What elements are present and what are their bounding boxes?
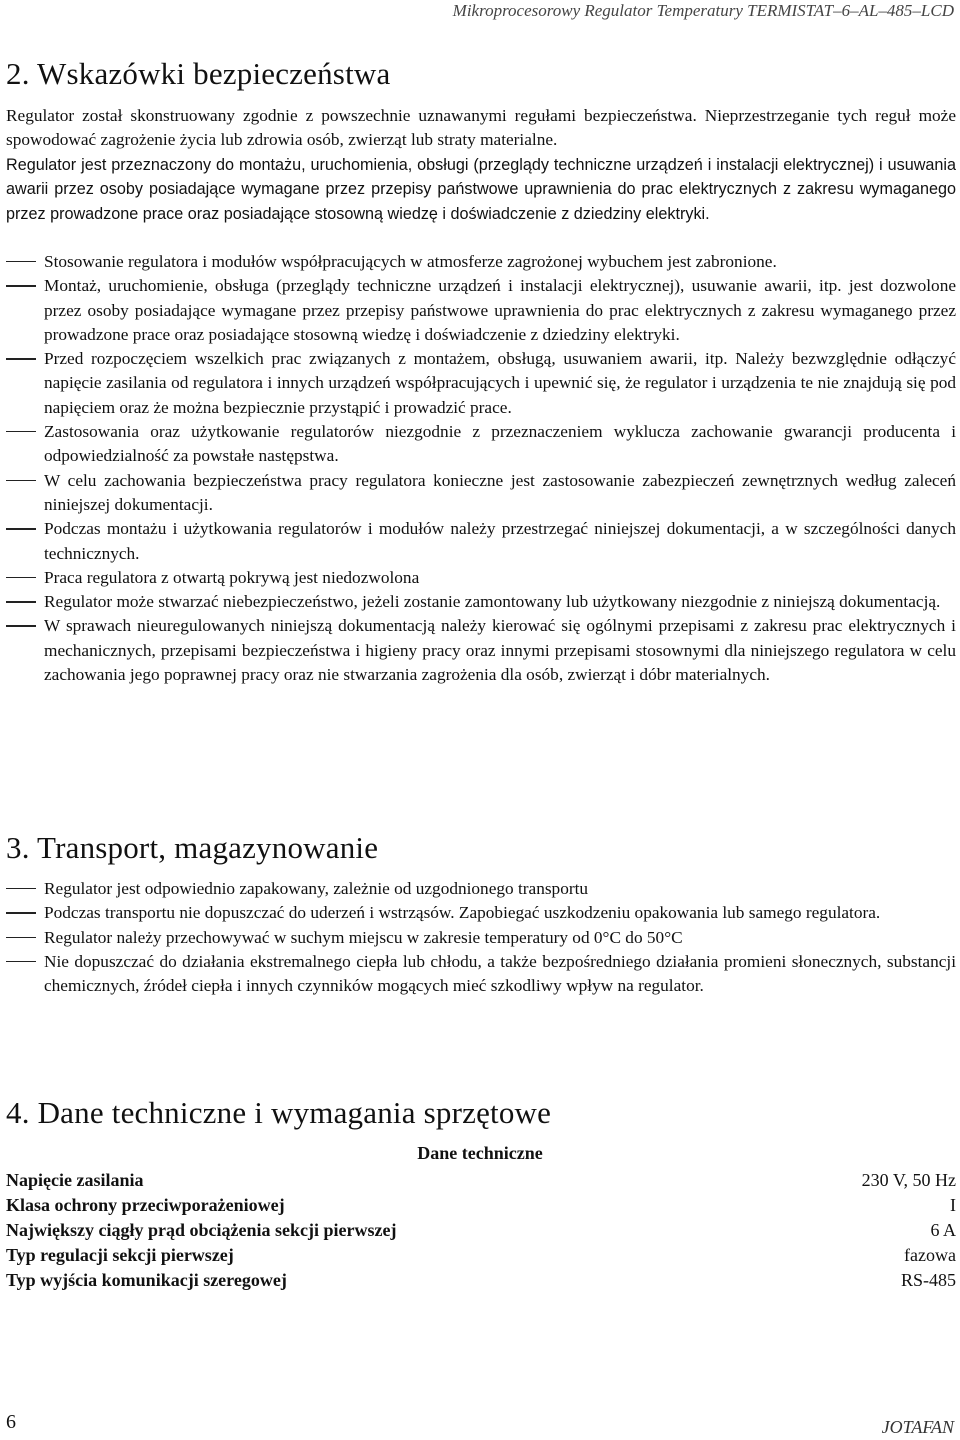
- footer-brand: JOTAFAN: [881, 1417, 954, 1437]
- list-item-text: Regulator należy przechowywać w suchym miejscu w zakresie temperatury od 0°C do 50°C: [44, 927, 683, 947]
- dash-bullet: [6, 431, 36, 432]
- dash-bullet: [6, 937, 36, 938]
- page-number: 6: [6, 1411, 16, 1433]
- dash-bullet: [6, 480, 36, 481]
- list-item-text: Praca regulatora z otwartą pokrywą jest niedozwolona: [44, 567, 420, 587]
- row-value: fazowa: [904, 1245, 956, 1265]
- list-item: [6, 950, 956, 999]
- list-item: [6, 901, 956, 925]
- dash-bullet: [6, 285, 36, 286]
- list-item: [6, 250, 956, 274]
- list-item: [6, 566, 956, 590]
- section-2-intro-2: Regulator jest przeznaczony do montażu, uruchomienia, obsługi (przeglądy techniczne urządzeń i instalacji elektrycznej) i usuwania awarii przez osoby posiadające wymagane przez przepisy państwowe uprawnienia do prac elektrycznych z zakresu wymaganego przez prowadzone prace oraz posiadające stosowną wiedzę i doświadczenie z dziedziny elektryki.: [6, 156, 956, 223]
- dash-bullet: [6, 961, 36, 962]
- table-row: [6, 1268, 956, 1293]
- list-item: [6, 877, 956, 901]
- list-item: [6, 274, 956, 347]
- dash-bullet: [6, 601, 36, 602]
- section-2-heading: 2. Wskazówki bezpieczeństwa: [6, 56, 391, 91]
- list-item-text: W sprawach nieuregulowanych niniejszą dokumentacją należy kierować się ogólnymi przepisami z zakresu prac elektrycznych i mechanicznych, przepisami bezpieczeństwa i higieny pracy oraz innymi przepisami stosownymi dla niniejszego regulatora w celu zachowania jego poprawnej pracy oraz nie stwarzania zagrożenia dla osób, zwierząt i dóbr materialnych.: [44, 616, 956, 685]
- row-label: Największy ciągły prąd obciążenia sekcji pierwszej: [6, 1220, 397, 1240]
- dash-bullet: [6, 528, 36, 529]
- list-item-text: Podczas transportu nie dopuszczać do uderzeń i wstrząsów. Zapobiegać uszkodzeniu opakowania lub samego regulatora.: [44, 903, 881, 923]
- running-header: Mikroprocesorowy Regulator Temperatury TERMISTAT–6–AL–485–LCD: [452, 1, 954, 20]
- dash-bullet: [6, 625, 36, 626]
- list-item: [6, 614, 956, 687]
- row-value: RS-485: [900, 1270, 956, 1290]
- safety-list: [6, 250, 956, 687]
- list-item-text: Przed rozpoczęciem wszelkich prac związanych z montażem, obsługą, usuwaniem awarii, itp. Należy bezwzględnie odłączyć napięcie zasilania od regulatora i innych urządzeń współpracujących i upewnić się, że regulator i urządzenia te nie znajdują się pod napięciem oraz że można bezpiecznie przystąpić i prowadzić prace.: [44, 349, 956, 417]
- row-label: Typ regulacji sekcji pierwszej: [6, 1245, 234, 1265]
- table-title: Dane techniczne: [417, 1143, 543, 1163]
- dash-bullet: [6, 888, 36, 889]
- list-item-text: Montaż, uruchomienie, obsługa (przeglądy techniczne urządzeń i instalacji elektrycznej), usuwanie awarii, itp. jest dozwolone przez osoby posiadające wymagane przez przepisy państwowe uprawnienia do prac elektrycznych z zakresu wymaganego przez prowadzone prace oraz posiadające stosowną wiedzę i doświadczenie z dziedziny elektryki.: [44, 276, 956, 344]
- list-item-text: Zastosowania oraz użytkowanie regulatorów niezgodnie z przeznaczeniem wyklucza zachowanie gwarancji producenta i odpowiedzialność za powstałe następstwa.: [44, 422, 956, 466]
- list-item: [6, 469, 956, 518]
- dash-bullet: [6, 261, 36, 262]
- list-item-text: Nie dopuszczać do działania ekstremalnego ciepła lub chłodu, a także bezpośredniego działania promieni słonecznych, substancji chemicznych, źródeł ciepła i innych czynników mogących mieć szkodliwy wpływ na regulator.: [44, 951, 956, 996]
- table-row: [6, 1218, 956, 1243]
- row-value: 230 V, 50 Hz: [861, 1170, 956, 1190]
- row-value: 6 A: [930, 1220, 956, 1240]
- section-2-intro-1: Regulator został skonstruowany zgodnie z powszechnie uznawanymi regułami bezpieczeństwa. Nieprzestrzeganie tych reguł może spowodować zagrożenie życia lub zdrowia osób, zwierząt lub straty materialne.: [6, 106, 956, 150]
- list-item-text: Stosowanie regulatora i modułów współpracujących w atmosferze zagrożonej wybuchem jest zabronione.: [44, 252, 777, 271]
- dash-bullet: [6, 358, 36, 359]
- list-item-text: W celu zachowania bezpieczeństwa pracy regulatora konieczne jest zastosowanie zabezpieczeń zewnętrznych według zaleceń niniejszej dokumentacji.: [44, 470, 956, 514]
- list-item-text: Regulator może stwarzać niebezpieczeństwo, jeżeli zostanie zamontowany lub użytkowany niezgodnie z niniejszą dokumentacją.: [44, 592, 941, 612]
- dash-bullet: [6, 577, 36, 578]
- row-value: I: [950, 1195, 956, 1215]
- list-item: [6, 590, 956, 614]
- dash-bullet: [6, 912, 36, 913]
- row-label: Typ wyjścia komunikacji szeregowej: [6, 1270, 287, 1290]
- section-3-heading: 3. Transport, magazynowanie: [6, 830, 379, 865]
- row-label: Napięcie zasilania: [6, 1170, 144, 1190]
- section-4-heading: 4. Dane techniczne i wymagania sprzętowe: [6, 1095, 552, 1130]
- list-item: [6, 347, 956, 420]
- table-row: [6, 1168, 956, 1193]
- table-row: [6, 1243, 956, 1268]
- tech-data-table: [6, 1168, 956, 1293]
- list-item: [6, 517, 956, 566]
- transport-list: [6, 877, 956, 998]
- list-item-text: Podczas montażu i użytkowania regulatorów i modułów należy przestrzegać niniejszej dokumentacji, a w szczególności danych technicznych.: [44, 519, 956, 563]
- list-item-text: Regulator jest odpowiednio zapakowany, zależnie od uzgodnionego transportu: [44, 879, 589, 898]
- list-item: [6, 420, 956, 469]
- table-row: [6, 1193, 956, 1218]
- list-item: [6, 926, 956, 950]
- row-label: Klasa ochrony przeciwporażeniowej: [6, 1195, 285, 1215]
